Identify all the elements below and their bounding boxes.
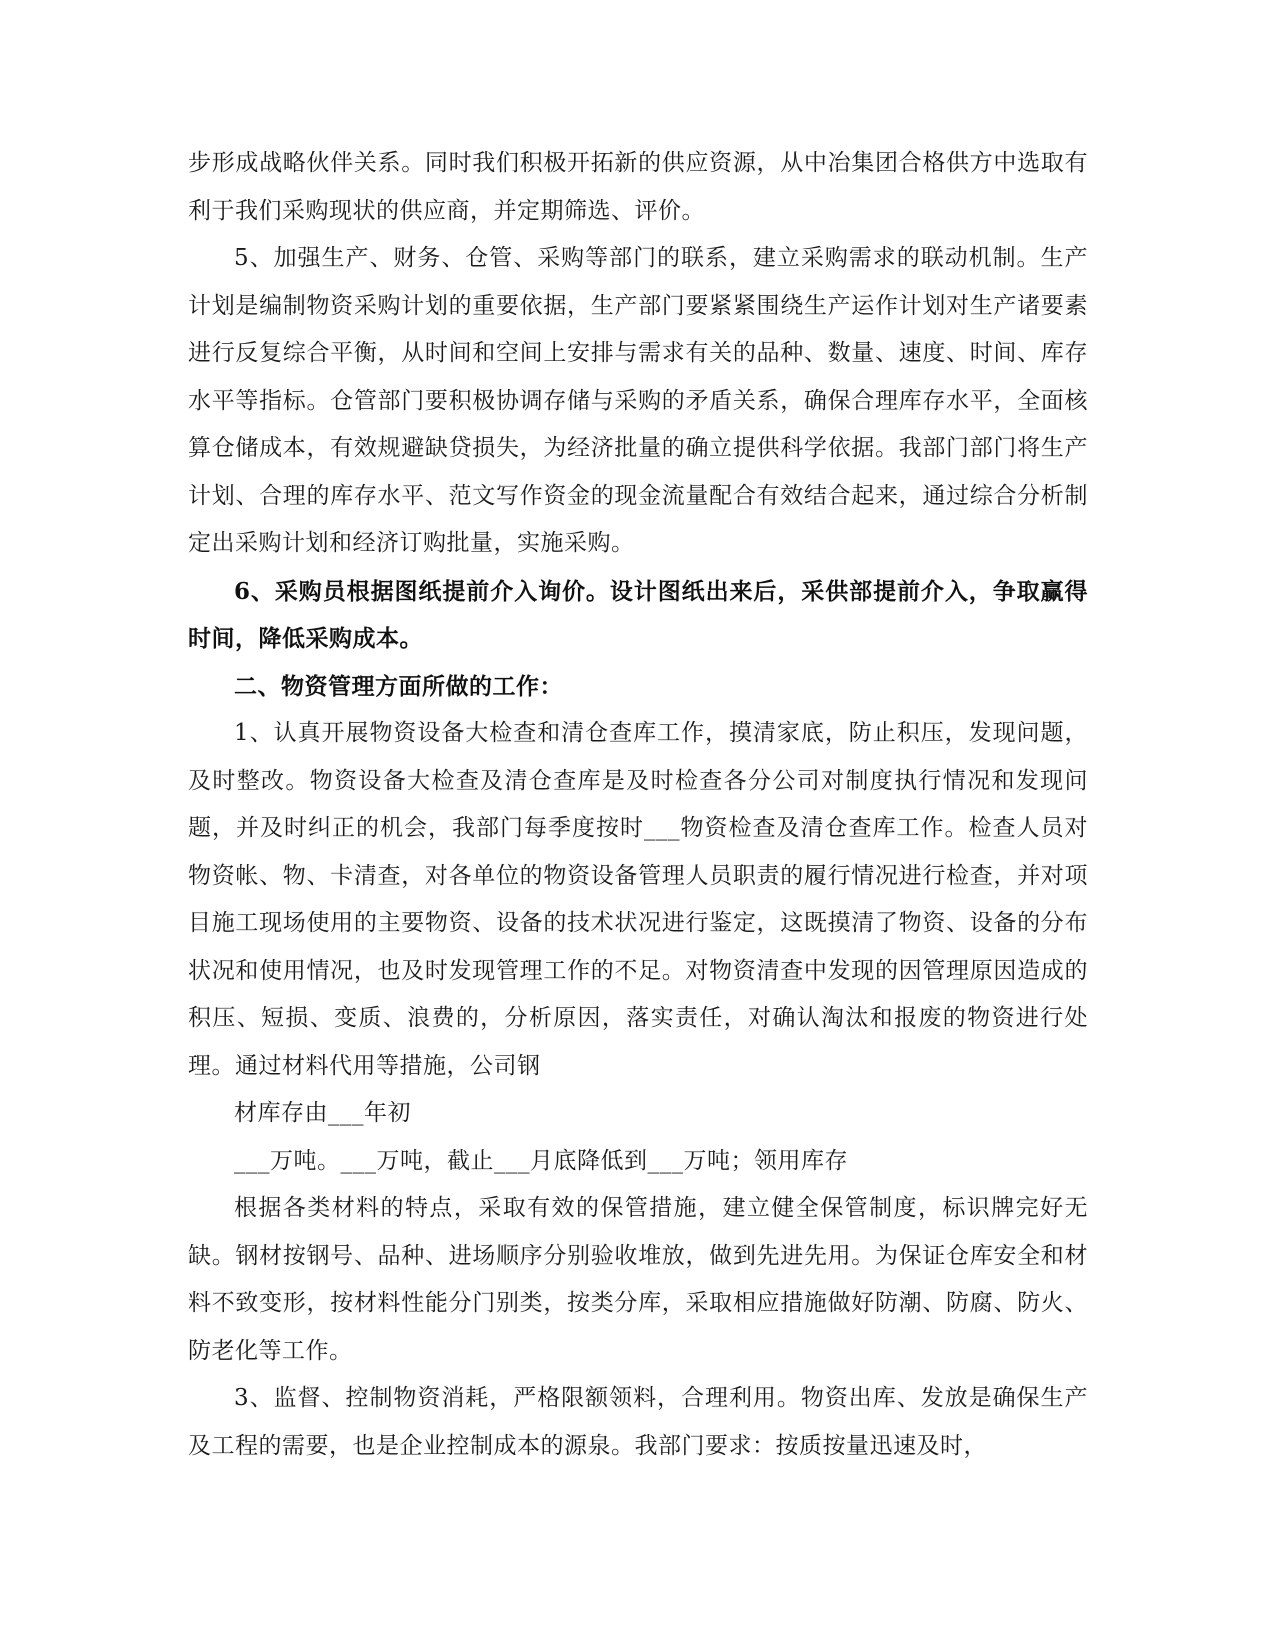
paragraph-item-1: 1、认真开展物资设备大检查和清仓查库工作，摸清家底，防止积压，发现问题，及时整改。物资设备大检查及清仓查库是及时检查各分公司对制度执行情况和发现问题，并及时纠正的机会，我部门每季度按时___物资检查及清仓查库工作。检查人员对物资帐、物、卡清查，对各单位的物资设备管理人员职责的履行情况进行检查，并对项目施工现场使用的主要物资、设备的技术状况进行鉴定，这既摸清了物资、设备的分布状况和使用情况，也及时发现管理工作的不足。对物资清查中发现的因管理原因造成的积压、短损、变质、浪费的，分析原因，落实责任，对确认淘汰和报废的物资进行处理。通过材料代用等措施，公司钢	[188, 720, 1088, 1079]
paragraph-inventory-figures: ___万吨。___万吨，截止___月底降低到___万吨；领用库存	[234, 1147, 848, 1174]
paragraph-item-6: 6、采购员根据图纸提前介入询价。设计图纸出来后，采供部提前介入，争取赢得时间，降低采购成本。	[188, 577, 1088, 652]
section-heading: 二、物资管理方面所做的工作：	[234, 672, 563, 700]
document-body	[188, 140, 1088, 1470]
paragraph-continuation: 步形成战略伙伴关系。同时我们积极开拓新的供应资源，从中冶集团合格供方中选取有利于我们采购现状的供应商，并定期筛选、评价。	[188, 150, 1088, 224]
paragraph-storage-measures: 根据各类材料的特点，采取有效的保管措施，建立健全保管制度，标识牌完好无缺。钢材按钢号、品种、进场顺序分别验收堆放，做到先进先用。为保证仓库安全和材料不致变形，按材料性能分门别类，按类分库，采取相应措施做好防潮、防腐、防火、防老化等工作。	[188, 1195, 1088, 1364]
paragraph-item-5: 5、加强生产、财务、仓管、采购等部门的联系，建立采购需求的联动机制。生产计划是编制物资采购计划的重要依据，生产部门要紧紧围绕生产运作计划对生产诸要素进行反复综合平衡，从时间和空间上安排与需求有关的品种、数量、速度、时间、库存水平等指标。仓管部门要积极协调存储与采购的矛盾关系，确保合理库存水平，全面核算仓储成本，有效规避缺贷损失，为经济批量的确立提供科学依据。我部门部门将生产计划、合理的库存水平、范文写作资金的现金流量配合有效结合起来，通过综合分析制定出采购计划和经济订购批量，实施采购。	[188, 245, 1088, 556]
paragraph-item-3: 3、监督、控制物资消耗，严格限额领料，合理利用。物资出库、发放是确保生产及工程的需要，也是企业控制成本的源泉。我部门要求：按质按量迅速及时，	[188, 1385, 1088, 1459]
paragraph-steel-inventory: 材库存由___年初	[234, 1100, 411, 1126]
